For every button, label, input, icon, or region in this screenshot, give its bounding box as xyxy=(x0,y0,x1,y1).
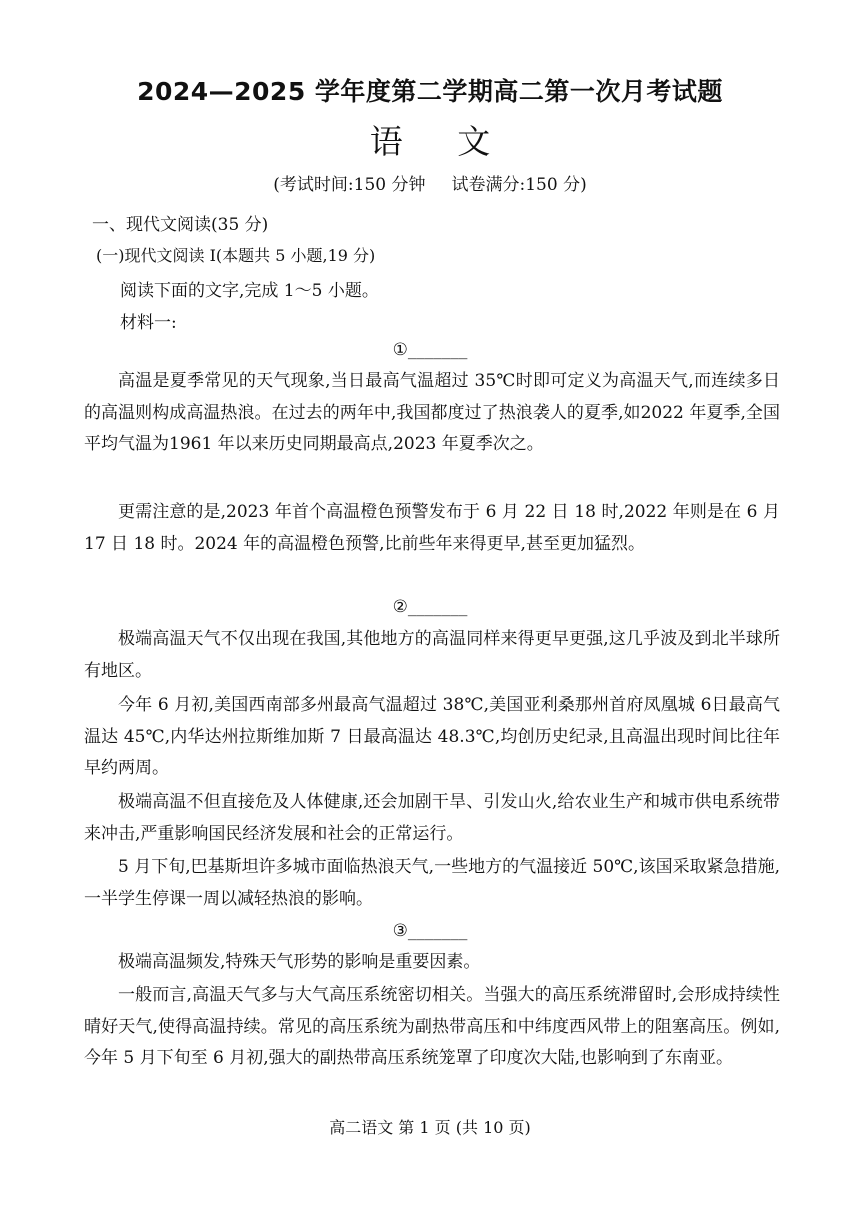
page-footer: 高二语文 第 1 页 (共 10 页) xyxy=(329,1118,531,1137)
paragraph: 今年 6 月初,美国西南部多州最高气温超过 38℃,美国亚利桑那州首府凤凰城 6日最高气温达 45℃,内华达州拉斯维加斯 7 日最高温达 48.3℃,均创历史纪录,且高温出现时间比往年早约两周。 xyxy=(84,695,780,778)
paragraph: 极端高温频发,特殊天气形势的影响是重要因素。 xyxy=(118,952,481,972)
paragraph: 极端高温天气不仅出现在我国,其他地方的高温同样来得更早更强,这几乎波及到北半球所有地区。 xyxy=(84,629,780,681)
paragraph: 5 月下旬,巴基斯坦许多城市面临热浪天气,一些地方的气温接近 50℃,该国采取紧急措施,一半学生停课一周以减轻热浪的影响。 xyxy=(84,857,780,909)
paragraph: 极端高温不但直接危及人体健康,还会加剧干旱、引发山火,给农业生产和城市供电系统带来冲击,严重影响国民经济发展和社会的正常运行。 xyxy=(84,792,780,844)
section-title: 一、现代文阅读(35 分) xyxy=(92,215,269,235)
heading-blank-2: ②_______ xyxy=(392,597,468,617)
exam-score: 试卷满分:150 分) xyxy=(451,175,587,195)
material-label: 材料一: xyxy=(120,313,177,333)
subject-title: 语 文 xyxy=(369,122,513,161)
exam-time: (考试时间:150 分钟 xyxy=(273,175,426,195)
paragraph: 高温是夏季常见的天气现象,当日最高气温超过 35℃时即可定义为高温天气,而连续多日的高温则构成高温热浪。在过去的两年中,我国都度过了热浪袭人的夏季,如2022 年夏季,全国平均气温为1961 年以来历史同期最高点,2023 年夏季次之。 xyxy=(84,371,780,454)
subsection-title: (一)现代文阅读 I(本题共 5 小题,19 分) xyxy=(96,246,376,265)
paragraph: 一般而言,高温天气多与大气高压系统密切相关。当强大的高压系统滞留时,会形成持续性晴好天气,使得高温持续。常见的高压系统为副热带高压和中纬度西风带上的阻塞高压。例如,今年 5 月下旬至 6 月初,强大的副热带高压系统笼罩了印度次大陆,也影响到了东南亚。 xyxy=(84,985,780,1068)
paragraph: 更需注意的是,2023 年首个高温橙色预警发布于 6 月 22 日 18 时,2022 年则是在 6 月 17 日 18 时。2024 年的高温橙色预警,比前些年来得更早,甚至更加猛烈。 xyxy=(84,502,780,554)
exam-info xyxy=(0,170,860,195)
heading-blank-3: ③_______ xyxy=(392,921,468,941)
exam-title: 2024—2025 学年度第二学期高二第一次月考试题 xyxy=(137,77,723,106)
reading-instruction: 阅读下面的文字,完成 1～5 小题。 xyxy=(120,281,379,301)
heading-blank-1: ①_______ xyxy=(392,340,468,360)
